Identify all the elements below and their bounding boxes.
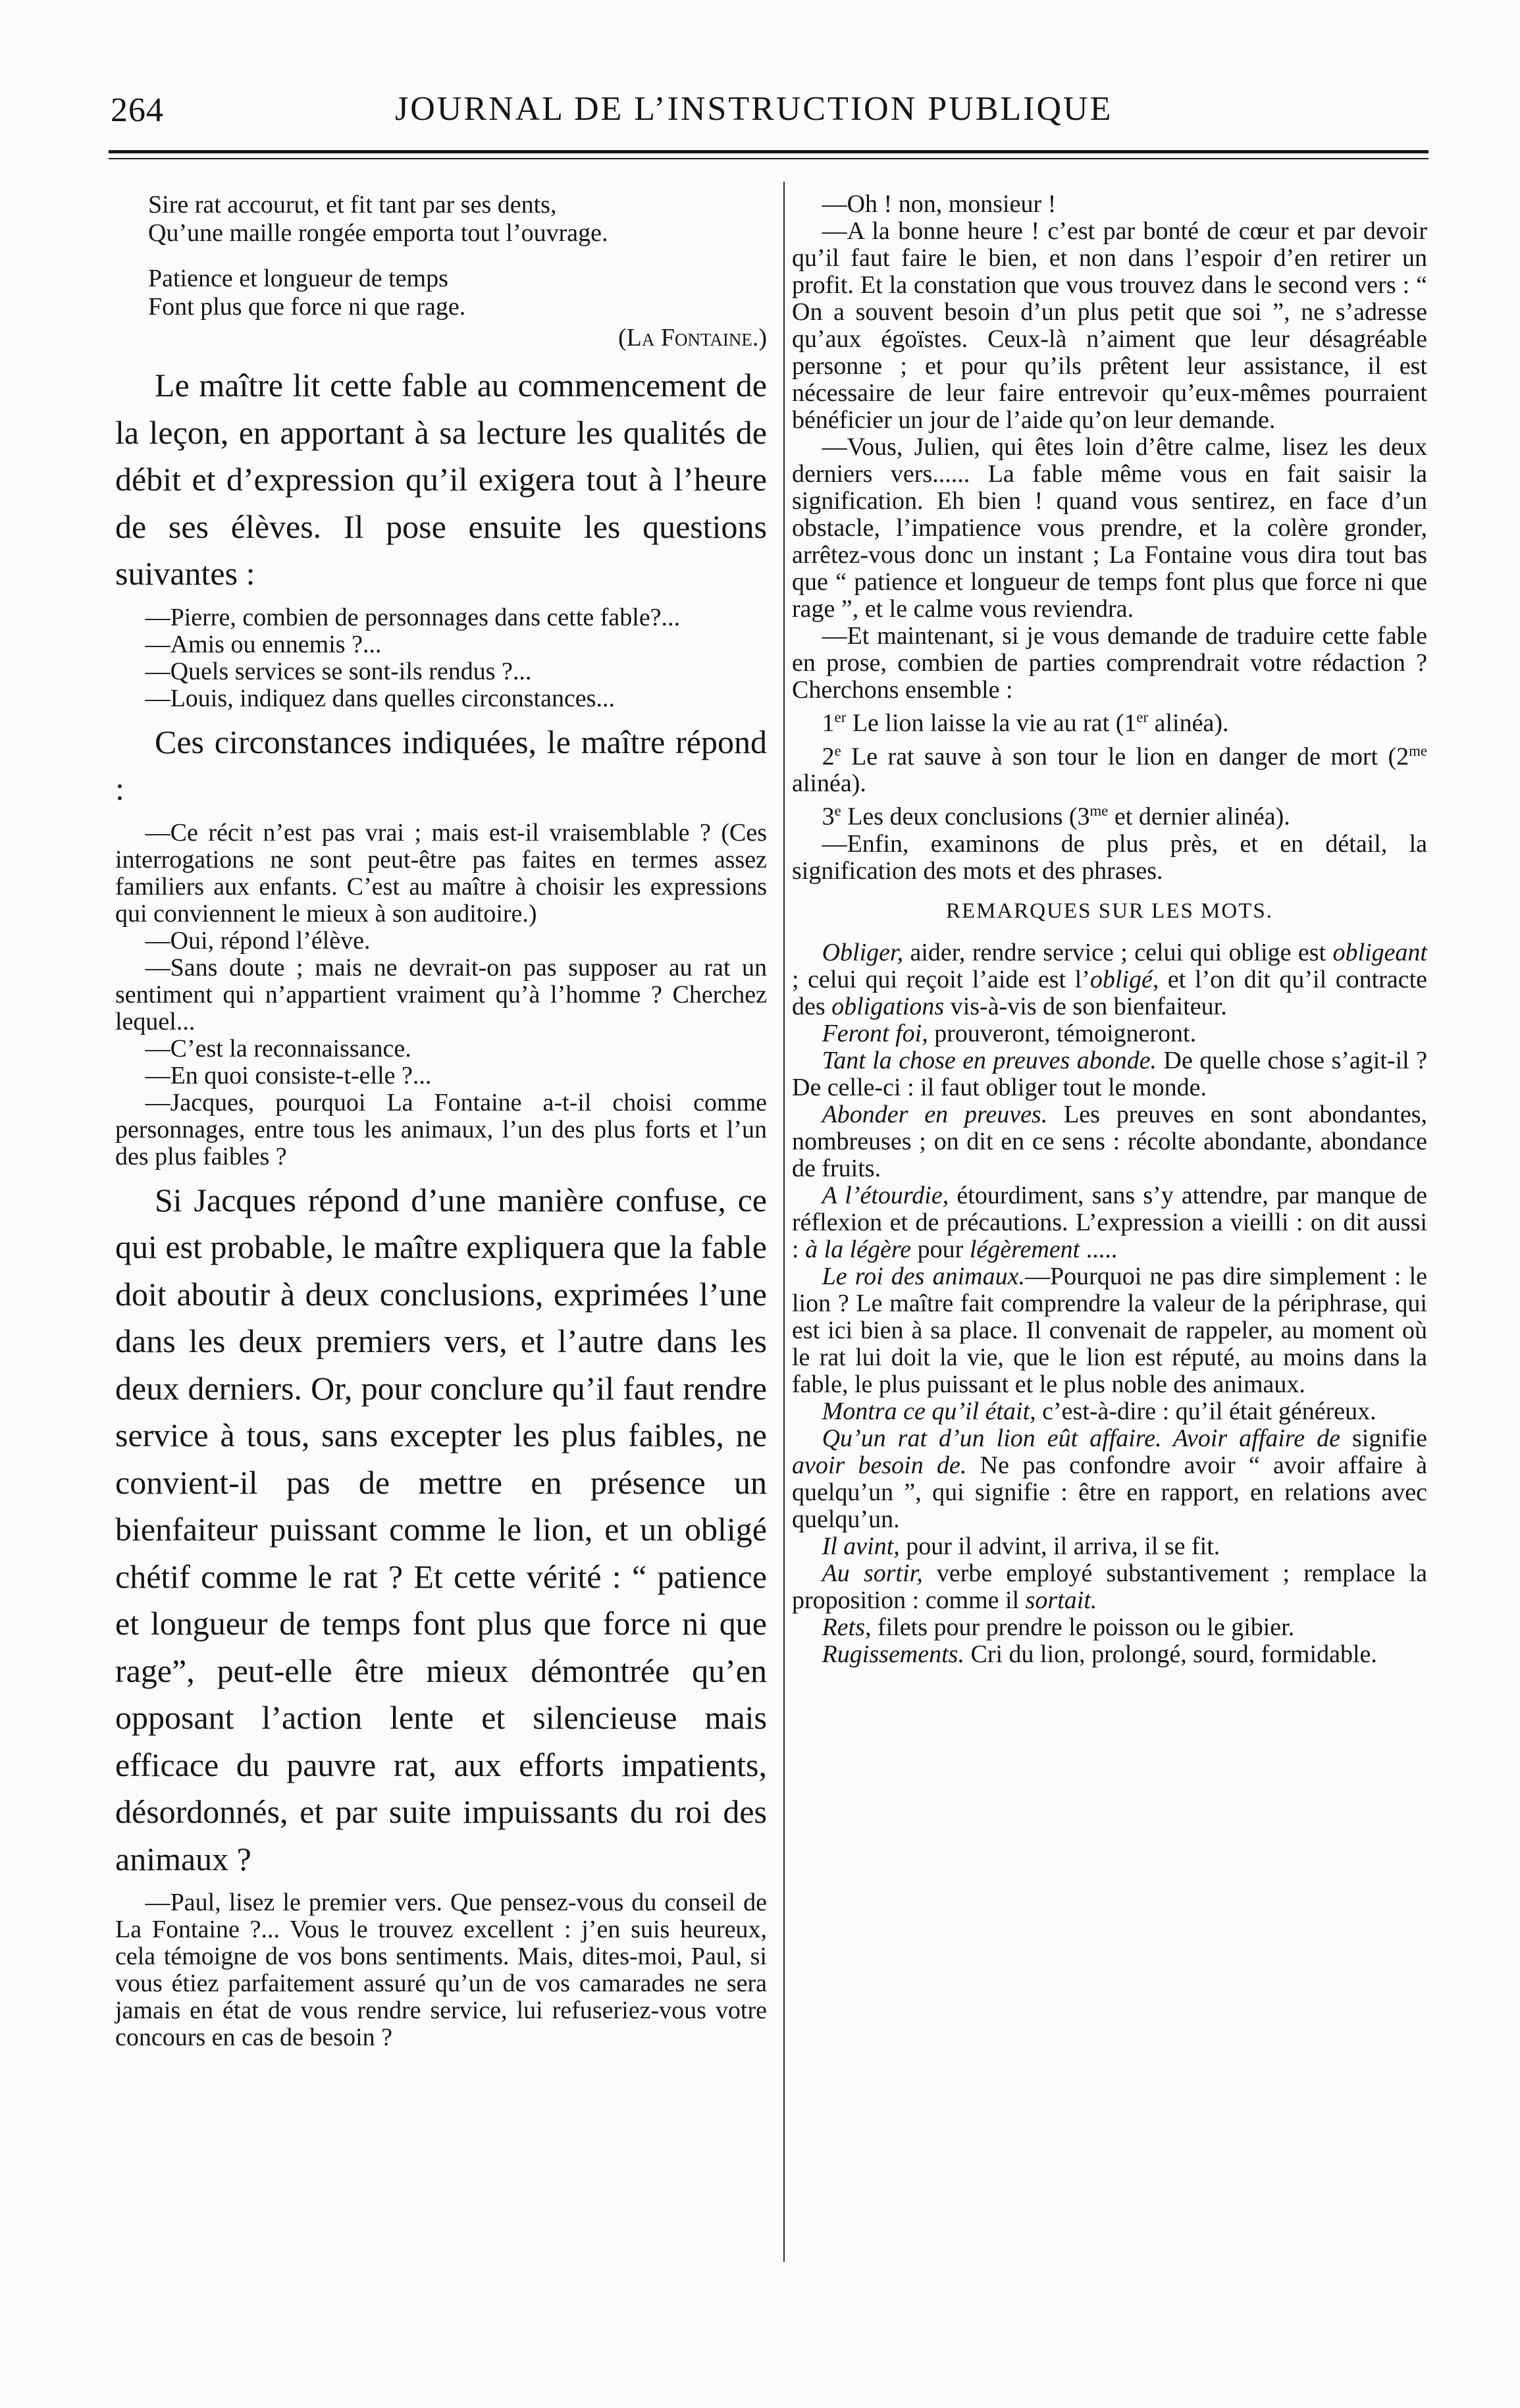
remark: Feront foi, prouveront, témoigneront. bbox=[822, 1019, 1197, 1047]
dialogue-line: —Louis, indiquez dans quelles circonstances... bbox=[145, 684, 615, 712]
dialogue-line: —Et maintenant, si je vous demande de traduire cette fable en prose, combien de parties comprendrait votre rédaction ? Cherchons ensemble : bbox=[792, 622, 1427, 704]
dialogue-line: —Oui, répond l’élève. bbox=[145, 926, 371, 955]
dialogue-line: —Vous, Julien, qui êtes loin d’être calme, lisez les deux derniers vers...... La fable même vous en fait saisir la signification. Eh bien ! quand vous sentirez, en face d’un obstacle, l’impatience vous prendre, et la colère gronder, arrêtez-vous donc un instant ; La Fontaine vous dira tout bas que “ patience et longueur de temps font plus que force ni que rage ”, et le calme vous reviendra. bbox=[792, 433, 1427, 623]
page-number: 264 bbox=[111, 92, 164, 129]
list-item: 2e Le rat sauve à son tour le lion en danger de mort ($2^{me}$ alinéa). bbox=[792, 742, 1427, 798]
dialogue-line: —C’est la reconnaissance. bbox=[145, 1034, 411, 1062]
dialogue-line: —En quoi consiste-t-elle ?... bbox=[145, 1061, 432, 1089]
verse-line: Sire rat accourut, et fit tant par ses dents, bbox=[148, 191, 557, 219]
dialogue-line: —Quels services se sont-ils rendus ?... bbox=[145, 657, 532, 685]
remark: Rugissements. Cri du lion, prolongé, sourd, formidable. bbox=[822, 1640, 1377, 1668]
right-column bbox=[792, 191, 1427, 1668]
verse-line: Font plus que force ni que rage. bbox=[148, 293, 466, 321]
remark: Le roi des animaux.—Pourquoi ne pas dire simplement : le lion ? Le maître fait comprendre la valeur de la périphrase, qui est ici bien à sa place. Il convenait de rappeler, au moment où le rat lui doit la vie, que le lion est réputé, au moins dans la fable, le plus puissant et le plus noble des animaux. bbox=[792, 1262, 1427, 1398]
dialogue-line: —Oh ! non, monsieur ! bbox=[822, 190, 1057, 218]
dialogue-line: —Amis ou ennemis ?... bbox=[145, 630, 382, 658]
fable-attribution: (La Fontaine.) bbox=[618, 324, 767, 352]
remark: Tant la chose en preuves abonde. De quelle chose s’agit-il ? De celle-ci : il faut obliger tout le monde. bbox=[792, 1046, 1427, 1101]
remark: Montra ce qu’il était, c’est-à-dire : qu’il était généreux. bbox=[822, 1397, 1376, 1425]
dialogue-line: —A la bonne heure ! c’est par bonté de cœur et par devoir qu’il faut faire le bien, et non dans l’espoir d’en retirer un profit. Et la constation que vous trouvez dans le second vers : “ On a souvent besoin d’un plus petit que soi ”, ne s’adresse qu’aux égoïstes. Ceux-là n’aiment que leur désagréable personne ; et pour qu’ils prêtent leur assistance, il est nécessaire de leur faire entrevoir qu’eux-mêmes pourraient bénéficier un jour de l’aide qu’on leur demande. bbox=[792, 217, 1427, 434]
dialogue-line: —Ce récit n’est pas vrai ; mais est-il vraisemblable ? (Ces interrogations ne sont peut-être pas faites en termes assez familiers aux enfants. C’est au maître à choisir les expressions qui conviennent le mieux à son auditoire.) bbox=[115, 818, 767, 928]
verse-line: Qu’une maille rongée emporta tout l’ouvrage. bbox=[148, 219, 608, 247]
dialogue-line: —Jacques, pourquoi La Fontaine a-t-il choisi comme personnages, entre tous les animaux, l’un des plus forts et l’un des plus faibles ? bbox=[115, 1088, 767, 1170]
list-item: 3e Les deux conclusions ($3^{me}$ et dernier alinéa). bbox=[822, 802, 1290, 831]
remark: A l’étourdie, étourdiment, sans s’y attendre, par manque de réflexion et de précautions. L’expression a vieilli : on dit aussi : à la légère pour légèrement ..... bbox=[792, 1181, 1427, 1263]
remark: Obliger, aider, rendre service ; celui qui oblige est obligeant ; celui qui reçoit l’aide est l’obligé, et l’on dit qu’il contracte des obligations vis-à-vis de son bienfaiteur. bbox=[792, 938, 1427, 1020]
paragraph: Si Jacques répond d’une manière confuse, ce qui est probable, le maître expliquera que la fable doit aboutir à deux conclusions, exprimées l’une dans les deux premiers vers, et l’autre dans les deux derniers. Or, pour conclure qu’il faut rendre service à tous, sans excepter les plus faibles, ne convient-il pas de mettre en présence un bienfaiteur puissant comme le lion, et un obligé chétif comme le rat ? Et cette vérité : “ patience et longueur de temps font plus que force ni que rage”, peut-elle être mieux démontrée qu’en opposant l’action lente et silencieuse mais efficace du pauvre rat, aux efforts impatients, désordonnés, et par suite impuissants du roi des animaux ? bbox=[115, 1181, 767, 1877]
running-title: JOURNAL DE L’INSTRUCTION PUBLIQUE bbox=[395, 90, 1113, 128]
remark: Qu’un rat d’un lion eût affaire. Avoir affaire de signifie avoir besoin de. Ne pas confondre avoir “ avoir affaire à quelqu’un ”, qui signifie : être en rapport, en relations avec quelqu’un. bbox=[792, 1424, 1428, 1533]
remark: Il avint, pour il advint, il arriva, il se fit. bbox=[822, 1532, 1220, 1560]
dialogue-line: —Pierre, combien de personnages dans cette fable?... bbox=[145, 603, 681, 631]
remark: Rets, filets pour prendre le poisson ou le gibier. bbox=[822, 1613, 1295, 1641]
left-column bbox=[115, 191, 767, 2051]
dialogue-line: —Sans doute ; mais ne devrait-on pas supposer au rat un sentiment qui n’appartient vraiment qu’à l’homme ? Cherchez lequel... bbox=[115, 953, 767, 1035]
dialogue-line: —Paul, lisez le premier vers. Que pensez-vous du conseil de La Fontaine ?... Vous le trouvez excellent : j’en suis heureux, cela témoigne de vos bons sentiments. Mais, dites-moi, Paul, si vous étiez parfaitement assuré qu’un de vos camarades ne sera jamais en état de vous rendre service, lui refuseriez-vous votre concours en cas de besoin ? bbox=[115, 1889, 767, 2051]
column-divider bbox=[783, 182, 785, 2262]
paragraph: Ces circonstances indiquées, le maître répond : bbox=[115, 723, 767, 807]
verse-line: Patience et longueur de temps bbox=[148, 265, 448, 292]
section-title: REMARQUES SUR LES MOTS. bbox=[945, 899, 1274, 923]
dialogue-line: —Enfin, examinons de plus près, et en détail, la signification des mots et des phrases. bbox=[792, 829, 1427, 885]
header-rule bbox=[109, 150, 1428, 153]
remark: Au sortir, verbe employé substantivement ; remplace la proposition : comme il sortait. bbox=[792, 1559, 1427, 1614]
paragraph: Le maître lit cette fable au commencement de la leçon, en apportant à sa lecture les qualités de débit et d’expression qu’il exigera tout à l’heure de ses élèves. Il pose ensuite les questions suivantes : bbox=[115, 367, 767, 592]
header-rule-thin bbox=[109, 158, 1428, 159]
remark: Abonder en preuves. Les preuves en sont abondantes, nombreuses ; on dit en ce sens : récolte abondante, abondance de fruits. bbox=[792, 1100, 1428, 1182]
list-item: 1er Le lion laisse la vie au rat (1er alinéa). bbox=[822, 709, 1229, 737]
